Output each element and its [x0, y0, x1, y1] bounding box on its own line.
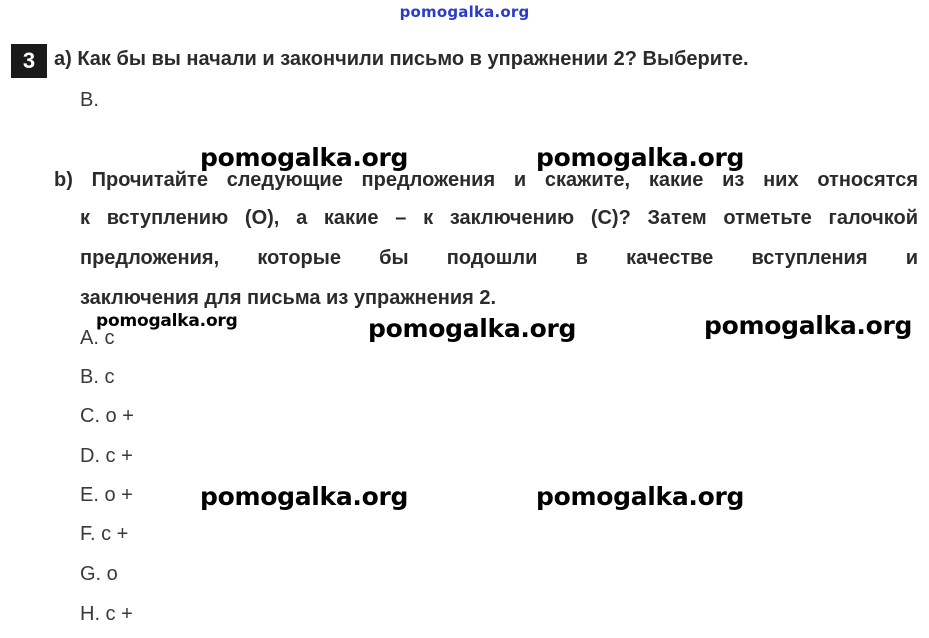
part-b-prompt-line-1: b) Прочитайте следующие предложения и скажите, какие из них относятся	[54, 169, 918, 191]
answer-item-e: E. o +	[80, 484, 133, 506]
part-a-prompt: a) Как бы вы начали и закончили письмо в упражнении 2? Выберите.	[54, 48, 749, 70]
watermark: pomogalka.org	[200, 482, 409, 511]
watermark-small: pomogalka.org	[96, 311, 238, 331]
site-header-link[interactable]: pomogalka.org	[399, 3, 530, 21]
watermark: pomogalka.org	[368, 314, 577, 343]
answer-item-a: A. c	[80, 327, 115, 349]
exercise-number-badge: 3	[11, 44, 47, 78]
answer-item-b: B. c	[80, 366, 115, 388]
part-a-answer: B.	[80, 89, 99, 111]
part-b-prompt-line-4: заключения для письма из упражнения 2.	[80, 287, 497, 309]
watermark: pomogalka.org	[536, 143, 745, 172]
part-b-prompt-line-3: предложения, которые бы подошли в качестве вступления и	[80, 247, 918, 269]
answer-item-h: H. c +	[80, 603, 133, 625]
watermark: pomogalka.org	[200, 143, 409, 172]
part-b-prompt-line-2: к вступлению (О), а какие – к заключению (С)? Затем отметьте галочкой	[80, 207, 918, 229]
watermark: pomogalka.org	[704, 311, 913, 340]
watermark: pomogalka.org	[536, 482, 745, 511]
answer-item-f: F. c +	[80, 523, 129, 545]
answer-item-g: G. o	[80, 563, 118, 585]
answer-item-d: D. c +	[80, 445, 133, 467]
answer-item-c: C. o +	[80, 405, 134, 427]
